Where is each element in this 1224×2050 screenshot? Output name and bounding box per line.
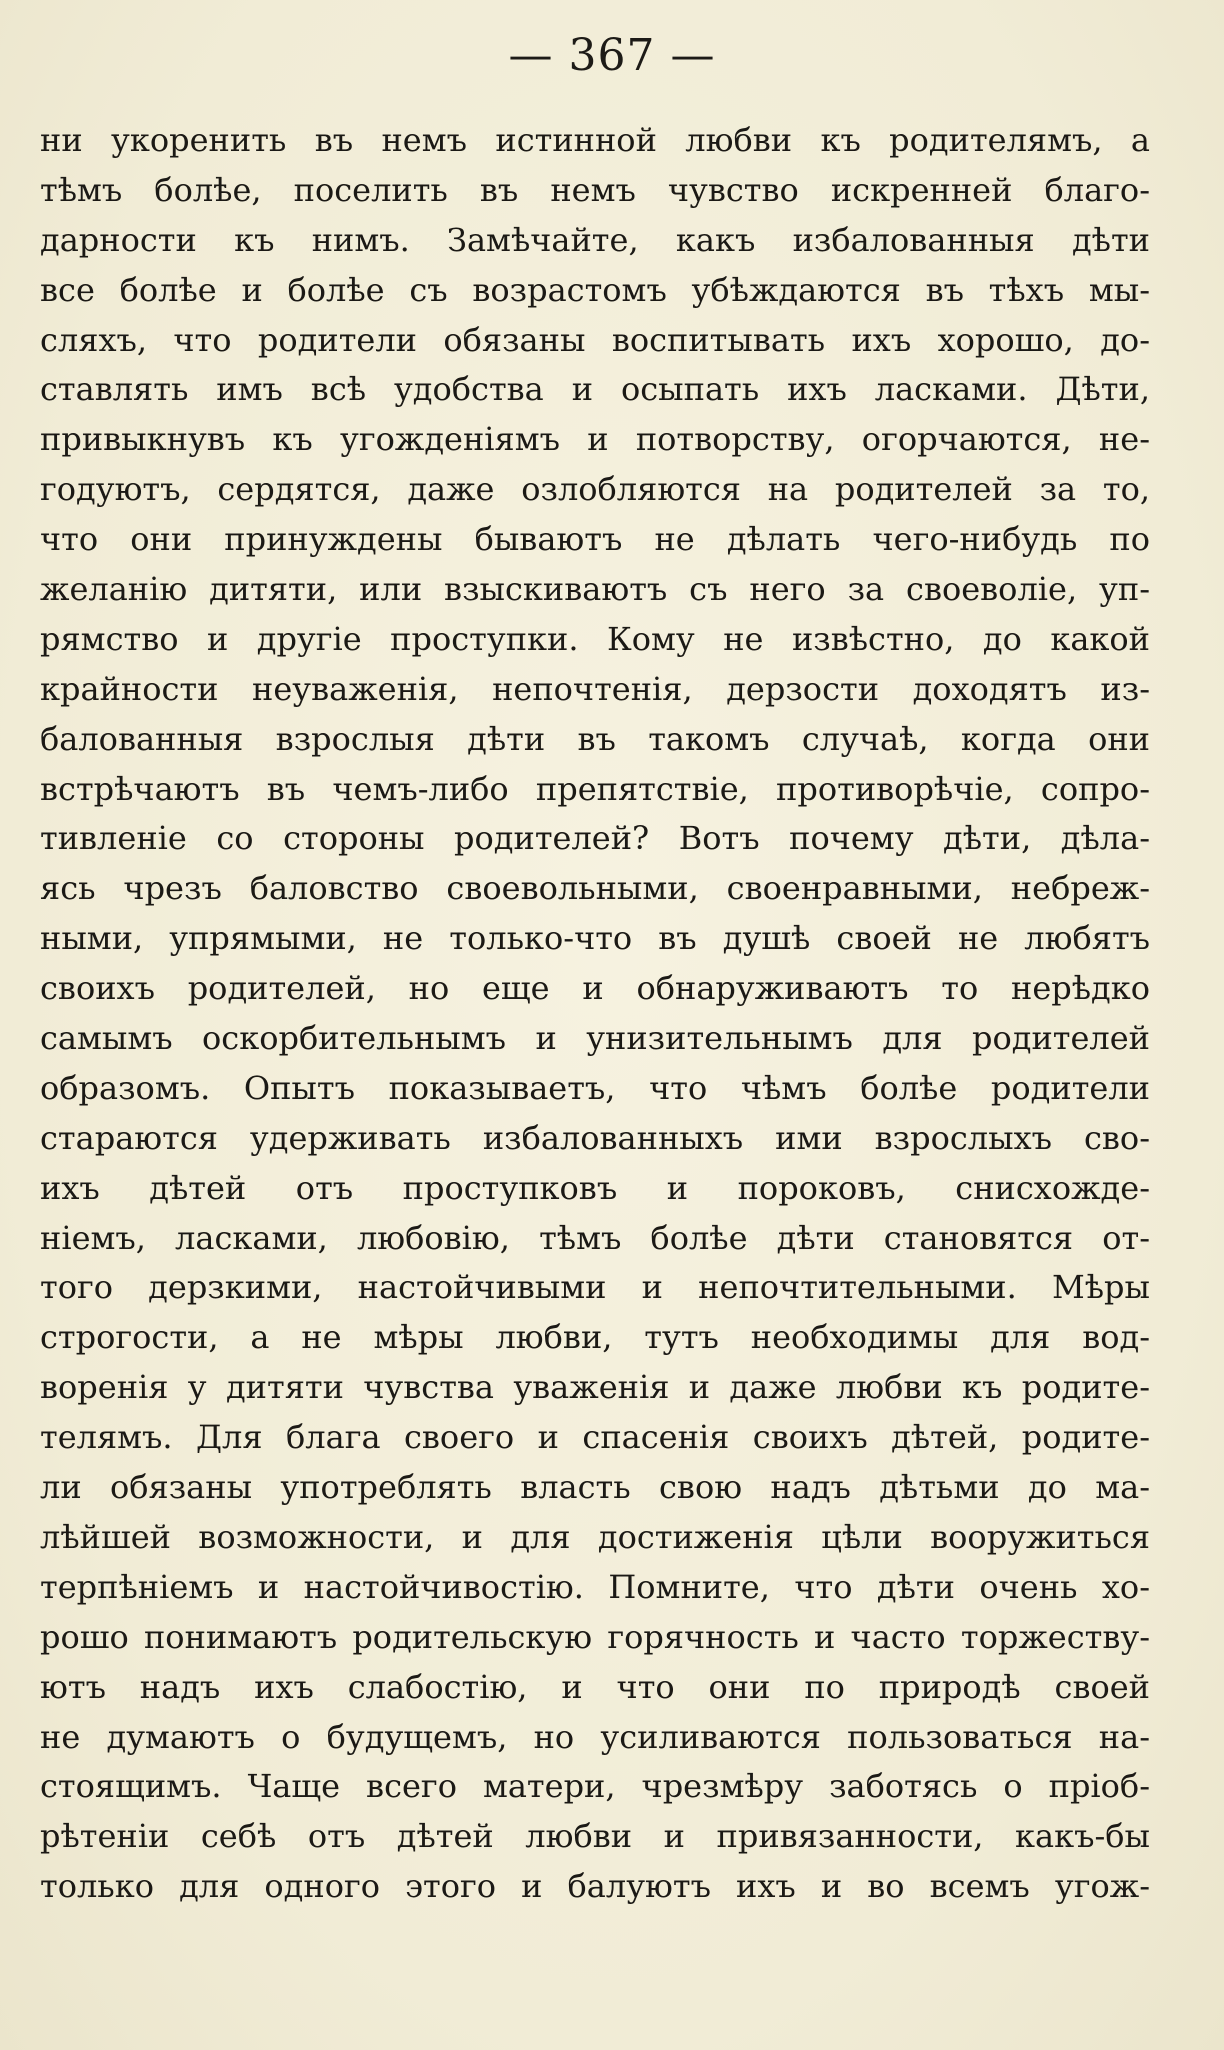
text-line: стараются удерживать избалованныхъ ими взрослыхъ сво- (40, 1118, 1150, 1157)
text-line: рямство и другіе проступки. Кому не извѣстно, до какой (40, 619, 1150, 658)
text-line: не думаютъ о будущемъ, но усиливаются пользоваться на- (40, 1717, 1150, 1756)
text-line: ли обязаны употреблять власть свою надъ дѣтьми до ма- (40, 1468, 1150, 1507)
text-line: привыкнувъ къ угожденіямъ и потворству, огорчаются, не- (40, 420, 1150, 459)
text-line: ясь чрезъ баловство своевольными, своенравными, небреж- (40, 869, 1150, 908)
text-line: тивленіе со стороны родителей? Вотъ почему дѣти, дѣла- (40, 819, 1150, 858)
text-line: сляхъ, что родители обязаны воспитывать ихъ хорошо, до- (40, 320, 1150, 359)
text-line: ихъ дѣтей отъ проступковъ и пороковъ, снисхожде- (40, 1168, 1150, 1207)
text-line: лѣйшей возможности, и для достиженія цѣли вооружиться (40, 1517, 1150, 1556)
text-line: крайности неуваженія, непочтенія, дерзости доходятъ из- (40, 669, 1150, 708)
text-line: встрѣчаютъ въ чемъ-либо препятствіе, противорѣчіе, сопро- (40, 769, 1150, 808)
text-line: воренія у дитяти чувства уваженія и даже любви къ родите- (40, 1368, 1150, 1407)
text-line: ни укоренить въ немъ истинной любви къ родителямъ, а (40, 121, 1150, 159)
text-line: своихъ родителей, но еще и обнаруживаютъ то нерѣдко (40, 969, 1150, 1008)
text-line: что они принуждены бываютъ не дѣлать чего-нибудь по (40, 520, 1150, 559)
text-line: стоящимъ. Чаще всего матери, чрезмѣру заботясь о пріоб- (40, 1767, 1150, 1806)
text-line: ютъ надъ ихъ слабостію, и что они по природѣ своей (40, 1667, 1150, 1706)
text-line: желанію дитяти, или взыскиваютъ съ него за своеволіе, уп- (40, 570, 1150, 609)
text-line: все болѣе и болѣе съ возрастомъ убѣждаются въ тѣхъ мы- (40, 270, 1150, 309)
text-line: рѣтеніи себѣ отъ дѣтей любви и привязанности, какъ-бы (40, 1817, 1150, 1856)
text-line: ными, упрямыми, не только-что въ душѣ своей не любятъ (40, 919, 1150, 958)
text-line: того дерзкими, настойчивыми и непочтительными. Мѣры (40, 1268, 1150, 1307)
text-line: ставлять имъ всѣ удобства и осыпать ихъ ласками. Дѣти, (40, 370, 1150, 409)
text-line: телямъ. Для блага своего и спасенія своихъ дѣтей, родите- (40, 1418, 1150, 1457)
text-line: терпѣніемъ и настойчивостію. Помните, что дѣти очень хо- (40, 1567, 1150, 1606)
page-number: — 367 — (508, 30, 716, 81)
text-line: строгости, а не мѣры любви, тутъ необходимы для вод- (40, 1318, 1150, 1357)
text-line: годуютъ, сердятся, даже озлобляются на родителей за то, (40, 470, 1150, 509)
text-line: тѣмъ болѣе, поселить въ немъ чувство искренней благо- (40, 170, 1150, 209)
text-line: рошо понимаютъ родительскую горячность и часто торжеству- (40, 1617, 1150, 1656)
text-line: только для одного этого и балуютъ ихъ и во всемъ угож- (40, 1867, 1150, 1906)
text-line: дарности къ нимъ. Замѣчайте, какъ избалованныя дѣти (40, 220, 1150, 259)
text-line: образомъ. Опытъ показываетъ, что чѣмъ болѣе родители (40, 1068, 1150, 1107)
text-line: ніемъ, ласками, любовію, тѣмъ болѣе дѣти становятся от- (40, 1218, 1150, 1257)
text-line: самымъ оскорбительнымъ и унизительнымъ для родителей (40, 1019, 1150, 1058)
text-line: балованныя взрослыя дѣти въ такомъ случаѣ, когда они (40, 719, 1150, 758)
body-text (40, 116, 1150, 1912)
